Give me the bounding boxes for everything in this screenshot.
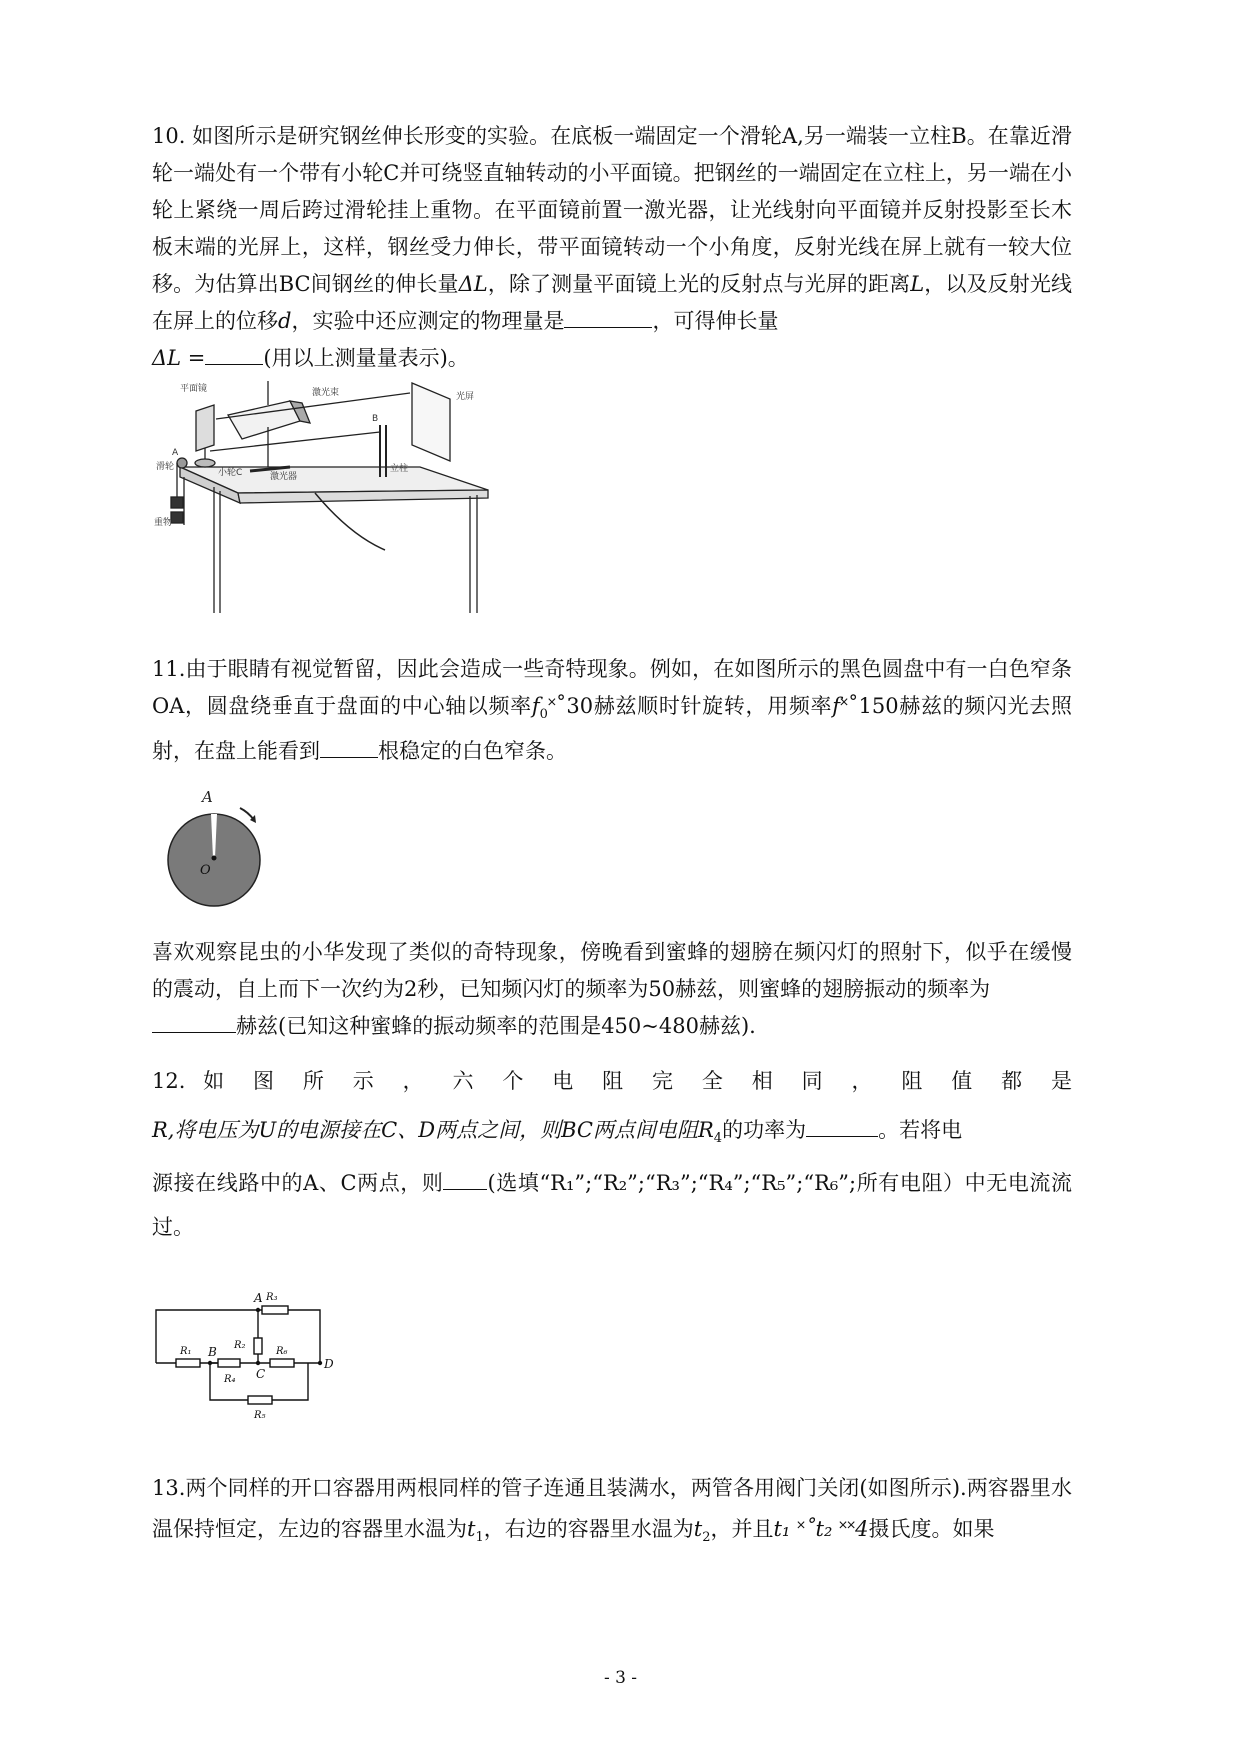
- small-wheel-c: [195, 459, 215, 467]
- node-b-label: B: [208, 1345, 217, 1359]
- q12-text-b: 的功率为: [722, 1118, 807, 1142]
- q10-delta-l: ΔL: [458, 272, 488, 296]
- node-c-label: C: [256, 1367, 266, 1381]
- resistor-r4: [218, 1359, 240, 1367]
- page-number: - 3 -: [603, 1668, 638, 1688]
- question-11-text: [152, 651, 1072, 770]
- q10-text-c: ，以及反射光线在屏上的位移: [152, 272, 1073, 333]
- q13-text-b: ，右边的容器里水温为: [483, 1517, 694, 1541]
- q11-text-b: 赫兹顺时针旋转，用频率: [593, 694, 833, 718]
- q10-text-e: ，可得伸长量: [652, 309, 779, 333]
- q13-eq: t₁ ˟˚t₂ ˟˟4: [773, 1517, 869, 1541]
- q10-text-f: (用以上测量量表示)。: [263, 346, 469, 370]
- q11-eq1: ˟˚30: [547, 694, 594, 718]
- light-screen: [412, 383, 450, 461]
- q13-t2-sub: 2: [702, 1530, 711, 1546]
- plane-mirror: [196, 405, 214, 451]
- q10-delta-l-eq: ΔL =: [152, 346, 206, 370]
- q12-r4-sub: 4: [713, 1131, 723, 1147]
- q13-t1: t: [467, 1517, 476, 1541]
- label-mirror: 平面镜: [180, 384, 208, 394]
- disk-label-o: O: [200, 863, 211, 878]
- label-r1: R₁: [180, 1346, 192, 1357]
- q11-text-f: 赫兹(已知这种蜜蜂的振动频率的范围是450~480赫兹).: [236, 1014, 756, 1038]
- q12-blank-1[interactable]: [806, 1115, 878, 1137]
- q11-eq2: ˟˚150: [840, 694, 899, 718]
- q10-blank-1[interactable]: [564, 306, 652, 328]
- q11-f0-sub: 0: [539, 707, 548, 723]
- steel-wire: [210, 432, 380, 451]
- q10-text-a: 10. 如图所示是研究钢丝伸长形变的实验。在底板一端固定一个滑轮A,另一端装一立柱B。在靠近滑轮一端处有一个带有小轮C并可绕竖直轴转动的小平面镜。把钢丝的一端固定在立柱上，另一端在小轮上紧绕一周后跨过滑轮挂上重物。在平面镜前置一激光器，让光线射向平面镜并反射投影至长木板末端的光屏上，这样，钢丝受力伸长，带平面镜转动一个小角度，反射光线在屏上就有一较大位移。为估算出BC间钢丝的伸长量: [152, 124, 1072, 296]
- resistor-r6: [270, 1359, 294, 1367]
- label-laser: 激光器: [270, 472, 298, 482]
- q11-text-a: 11.由于眼睛有视觉暂留，因此会造成一些奇特现象。例如，在如图所示的黑色圆盘中有一白色窄条OA，圆盘绕垂直于盘面的中心轴以频率: [152, 657, 1072, 718]
- q10-text-b: ，除了测量平面镜上光的反射点与光屏的距离: [487, 272, 911, 296]
- steel-wire-apparatus-figure: [150, 375, 502, 613]
- q11-blank-1[interactable]: [320, 736, 378, 758]
- resistor-r5: [248, 1396, 272, 1404]
- q13-t1-sub: 1: [475, 1530, 484, 1546]
- question-11-bee-text: [152, 934, 1072, 1045]
- node-a-label: A: [254, 1291, 263, 1305]
- q12-text-e: (选填“R₁”;“R₂”;“R₃”;“R₄”;“R₅”;“R₆”;所有电阻）中无电流流过。: [152, 1171, 1072, 1240]
- q12-text-a: R,将电压为U的电源接在C、D两点之间，则BC两点间电阻R: [152, 1118, 714, 1142]
- label-pulley: 滑轮: [156, 462, 175, 472]
- q11-text-e: 喜欢观察昆虫的小华发现了类似的奇特现象，傍晚看到蜜蜂的翅膀在频闪灯的照射下，似乎在缓慢的震动，自上而下一次约为2秒，已知频闪灯的频率为50赫兹，则蜜蜂的翅膀振动的频率为: [152, 940, 1072, 1001]
- q13-text-c: ，并且: [710, 1517, 774, 1541]
- q11-blank-2[interactable]: [152, 1011, 236, 1033]
- q13-text-a: 13.两个同样的开口容器用两根同样的管子连通且装满水，两管各用阀门关闭(如图所示).两容器里水温保持恒定，左边的容器里水温为: [152, 1476, 1072, 1541]
- resistor-r2: [254, 1338, 262, 1354]
- q11-text-c: 赫兹的频闪光去照射，在盘上能看到: [152, 694, 1072, 764]
- label-post: 立柱: [390, 464, 409, 474]
- resistor-r1: [176, 1359, 200, 1367]
- label-r4: R₄: [224, 1374, 236, 1385]
- resistor-circuit-figure: [150, 1288, 340, 1438]
- resistor-r3: [262, 1306, 288, 1314]
- label-screen: 光屏: [456, 392, 475, 402]
- node-d-label: D: [324, 1357, 334, 1371]
- disk-label-a: A: [202, 790, 213, 806]
- weight-block-2: [171, 512, 183, 523]
- label-a: A: [172, 448, 179, 458]
- q10-blank-2[interactable]: [205, 343, 263, 365]
- label-wheel: 小轮C: [218, 468, 243, 478]
- label-r5: R₅: [254, 1410, 266, 1421]
- label-r2: R₂: [234, 1340, 246, 1351]
- label-r3: R₃: [266, 1292, 278, 1303]
- q11-f0: f: [531, 694, 540, 718]
- q10-var-d: d: [278, 309, 292, 333]
- q11-text-d: 根稳定的白色窄条。: [378, 739, 567, 764]
- laser-emitter: [228, 401, 300, 439]
- label-r6: R₆: [276, 1346, 288, 1357]
- q12-text-d: 源接在线路中的A、C两点，则: [152, 1171, 444, 1196]
- q13-t2: t: [693, 1517, 703, 1541]
- q11-f: f: [832, 694, 840, 718]
- label-weight: 重物: [154, 518, 173, 528]
- question-13-text: [152, 1468, 1072, 1558]
- q10-text-d: ，实验中还应测定的物理量是: [291, 309, 565, 333]
- question-12-text: [152, 1108, 1072, 1249]
- rotating-disk-figure: [158, 790, 278, 910]
- pulley-a: [177, 458, 187, 468]
- q12-text-c: 。若将电: [878, 1118, 963, 1142]
- weight-block-1: [171, 497, 183, 508]
- label-b: B: [372, 414, 379, 424]
- question-10-text: [152, 118, 1072, 377]
- label-beam: 激光束: [312, 388, 340, 398]
- question-12-line1: 12. 如 图 所 示 ， 六 个 电 阻 完 全 相 同 ， 阻 值 都 是: [152, 1069, 1072, 1093]
- q13-text-d: 摄氏度。如果: [868, 1517, 995, 1541]
- q10-var-l: L: [910, 272, 925, 296]
- q12-blank-2[interactable]: [443, 1168, 487, 1190]
